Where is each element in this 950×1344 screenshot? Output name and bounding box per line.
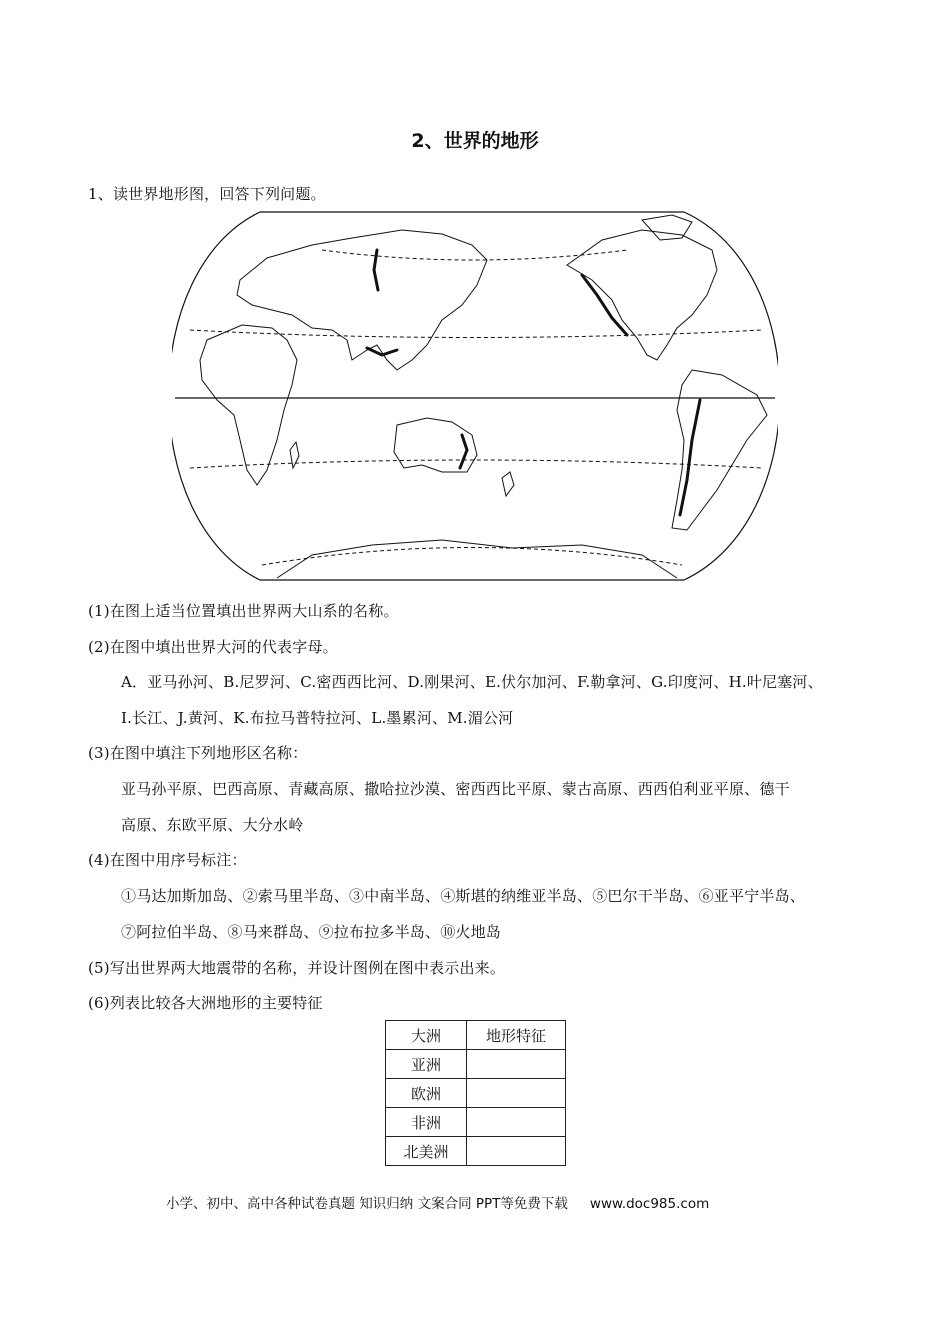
- antarctica-outline: [277, 540, 677, 578]
- part-1-text: (1)在图上适当位置填出世界两大山系的名称。: [88, 602, 399, 620]
- continent-comparison-table: [385, 1020, 566, 1166]
- page-footer: [166, 1192, 709, 1212]
- peninsulas-list-line-1: ①马达加斯加岛、②索马里半岛、③中南半岛、④斯堪的纳维亚半岛、⑤巴尔干半岛、⑥亚平宁半岛、: [121, 887, 806, 905]
- table-cell-continent: 非洲: [386, 1108, 467, 1137]
- part-5-text: (5)写出世界两大地震带的名称，并设计图例在图中表示出来。: [88, 959, 506, 977]
- page-title: 2、世界的地形: [411, 130, 539, 152]
- question-1: 1、读世界地形图，回答下列问题。: [88, 185, 326, 203]
- table-header-row: [386, 1021, 566, 1050]
- rocky-mountain-line: [582, 275, 627, 335]
- himalaya-mountain-line: [367, 348, 397, 355]
- part-3-text: (3)在图中填注下列地形区名称：: [88, 744, 308, 762]
- part-2-text: (2)在图中填出世界大河的代表字母。: [88, 638, 338, 656]
- part-4-text: (4)在图中用序号标注：: [88, 851, 247, 869]
- north-america-outline: [567, 230, 717, 360]
- table-cell-continent: 欧洲: [386, 1079, 467, 1108]
- table-cell-continent: 亚洲: [386, 1050, 467, 1079]
- eurasia-outline: [237, 230, 487, 370]
- footer-site-link[interactable]: www.doc985.com: [589, 1196, 710, 1212]
- table-row: [386, 1137, 566, 1166]
- table-cell-continent: 北美洲: [386, 1137, 467, 1166]
- table-cell-feature[interactable]: [467, 1137, 566, 1166]
- landforms-list-line-2: 高原、东欧平原、大分水岭: [121, 816, 304, 834]
- footer-text: 小学、初中、高中各种试卷真题 知识归纳 文案合同 PPT等免费下载: [166, 1196, 568, 1212]
- table-header-cell: 大洲: [386, 1021, 467, 1050]
- map-frame: [172, 212, 778, 580]
- table-row: [386, 1108, 566, 1137]
- table-cell-feature[interactable]: [467, 1050, 566, 1079]
- peninsulas-list-line-2: ⑦阿拉伯半岛、⑧马来群岛、⑨拉布拉多半岛、⑩火地岛: [121, 923, 502, 941]
- antarctic-circle-line: [262, 548, 682, 566]
- rivers-list-line-2: I.长江、J.黄河、K.布拉马普特拉河、L.墨累河、M.湄公河: [121, 709, 514, 727]
- new-zealand-outline: [502, 472, 514, 496]
- world-map: [172, 210, 778, 582]
- africa-outline: [200, 325, 297, 485]
- table-row: [386, 1050, 566, 1079]
- table-cell-feature[interactable]: [467, 1079, 566, 1108]
- table-header-cell: 地形特征: [467, 1021, 566, 1050]
- tropic-of-capricorn-line: [190, 460, 762, 468]
- landforms-list-line-1: 亚马孙平原、巴西高原、青藏高原、撒哈拉沙漠、密西西比平原、蒙古高原、西西伯利亚平原、德干: [121, 780, 790, 798]
- ural-mountain-line: [374, 250, 378, 290]
- table-cell-feature[interactable]: [467, 1108, 566, 1137]
- great-dividing-range-line: [460, 435, 467, 468]
- part-6-text: (6)列表比较各大洲地形的主要特征: [88, 994, 323, 1012]
- table-row: [386, 1079, 566, 1108]
- madagascar-outline: [290, 442, 299, 468]
- south-america-outline: [672, 370, 767, 530]
- rivers-list-line-1: A．亚马孙河、B.尼罗河、C.密西西比河、D.刚果河、E.伏尔加河、F.勒拿河、G.印度河、H.叶尼塞河、: [121, 673, 823, 691]
